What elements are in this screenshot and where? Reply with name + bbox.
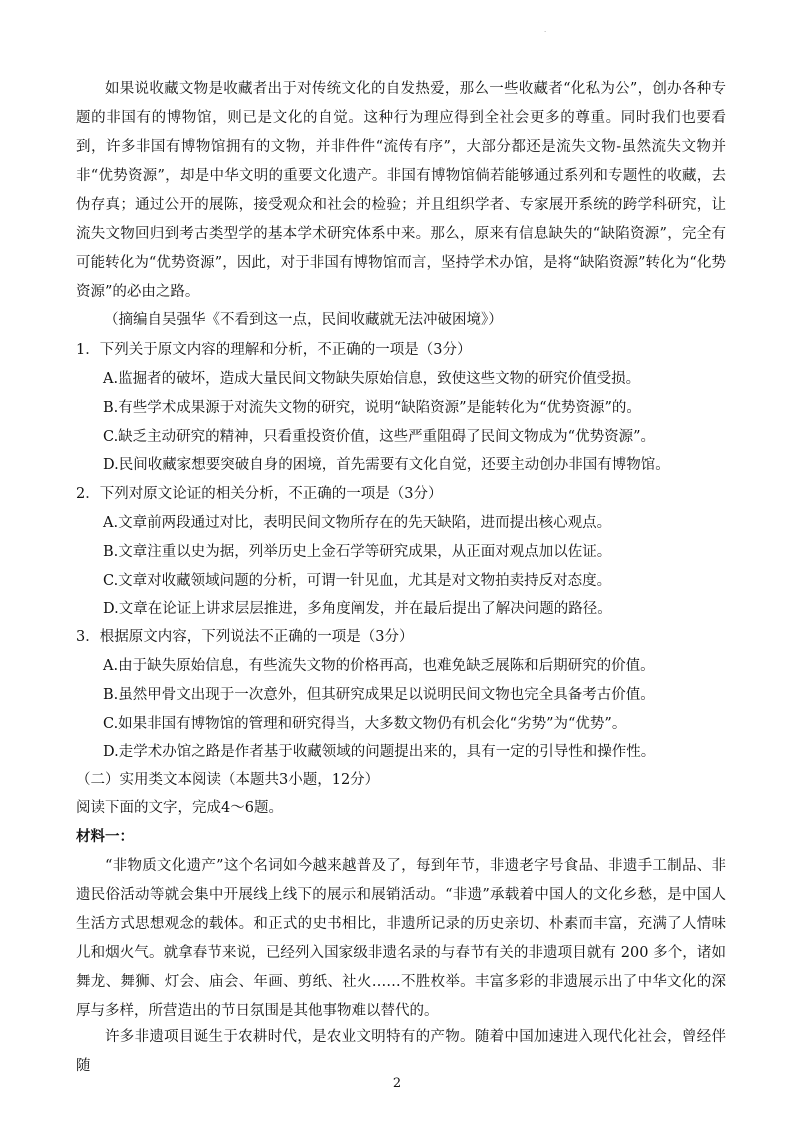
option-b: B.虽然甲骨文出现于一次意外，但其研究成果足以说明民间文物也完全具备考古价值。 bbox=[103, 687, 655, 703]
option-c: C.文章对收藏领域问题的分析，可谓一针见血，尤其是对文物拍卖持反对态度。 bbox=[103, 573, 612, 589]
option-c: C.缺乏主动研究的精神，只看重投资价值，这些严重阻碍了民间文物成为“优势资源”。 bbox=[103, 429, 656, 445]
page-number: 2 bbox=[392, 1076, 402, 1091]
material-label: 材料一： bbox=[76, 828, 134, 845]
option-b: B.有些学术成果源于对流失文物的研究，说明“缺陷资源”是能转化为“优势资源”的。 bbox=[103, 400, 641, 416]
instruction: 阅读下面的文字，完成4～6题。 bbox=[76, 800, 283, 816]
source-citation: （摘编自吴强华《不看到这一点，民间收藏就无法冲破困境》） bbox=[104, 312, 503, 328]
paragraph-collection: 如果说收藏文物是收藏者出于对传统文化的自发热爱，那么一些收藏者“化私为公”，创办各种专题的非国有的博物馆，则已是文化的自觉。这种行为理应得到全社会更多的尊重。同时我们也要看到，许多非国有博物馆拥有的文物，并非件件“流传有序”，大部分都还是流失文物-虽然流失文物并非“优势资源”，却是中华文明的重要文化遗产。非国有博物馆倘若能够通过系列和专题性的收藏，去伪存真；通过公开的展陈，接受观众和社会的检验；并且组织学者、专家展开系统的跨学科研究，让流失文物回归到考古类型学的基本学术研究体系中来。那么，原来有信息缺失的“缺陷资源”，完全有可能转化为“优势资源”，因此，对于非国有博物馆而言，坚持学术办馆，是将“缺陷资源”转化为“化势资源”的必由之路。 bbox=[76, 81, 726, 300]
option-d: D.走学术办馆之路是作者基于收藏领域的问题提出来的，具有一定的引导性和操作性。 bbox=[103, 744, 656, 760]
option-a: A.文章前两段通过对比，表明民间文物所存在的先天缺陷，进而提出核心观点。 bbox=[103, 515, 612, 531]
option-c: C.如果非国有博物馆的管理和研究得当，大多数文物仍有机会化“劣势”为“优势”。 bbox=[103, 716, 627, 732]
paragraph-farming-era: 许多非遗项目诞生于农耕时代，是农业文明特有的产物。随着中国加速进入现代化社会，曾经伴随 bbox=[76, 1029, 726, 1074]
top-mark: · bbox=[544, 28, 547, 36]
option-a: A.由于缺失原始信息，有些流失文物的价格再高，也难免缺乏展陈和后期研究的价值。 bbox=[103, 658, 655, 674]
paragraph-intangible-heritage: “非物质文化遗产”这个名词如今越来越普及了，每到年节，非遗老字号食品、非遗手工制品、非遗民俗活动等就会集中开展线上线下的展示和展销活动。“非遗”承载着中国人的文化乡愁，是中国人生活方式思想观念的载体。和正式的史书相比，非遗所记录的历史亲切、朴素而丰富，充满了人情味儿和烟火气。就拿春节来说，已经列入国家级非遗名录的与春节有关的非遗项目就有 200 多个，诸如舞龙、舞狮、灯会、庙会、年画、剪纸、社火……不胜枚举。丰富多彩的非遗展示出了中华文化的深厚与多样，所营造出的节日氛围是其他事物难以替代的。 bbox=[76, 858, 726, 1019]
option-a: A.监掘者的破坏，造成大量民间文物缺失原始信息，致使这些文物的研究价值受损。 bbox=[103, 371, 641, 387]
question-stem: 3．根据原文内容，下列说法不正确的一项是（3分） bbox=[76, 629, 414, 645]
option-d: D.民间收藏家想要突破自身的困境，首先需要有文化自觉，还要主动创办非国有博物馆。 bbox=[103, 457, 670, 473]
question-stem: 1．下列关于原文内容的理解和分析，不正确的一项是（3分） bbox=[76, 342, 472, 358]
question-stem: 2．下列对原文论证的相关分析，不正确的一项是（3分） bbox=[76, 486, 443, 502]
option-d: D.文章在论证上讲求层层推进，多角度阐发，并在最后提出了解决问题的路径。 bbox=[103, 601, 612, 617]
section-heading: （二）实用类文本阅读（本题共3小题，12分） bbox=[76, 772, 380, 788]
option-b: B.文章注重以史为据，列举历史上金石学等研究成果，从正面对观点加以佐证。 bbox=[103, 544, 612, 560]
